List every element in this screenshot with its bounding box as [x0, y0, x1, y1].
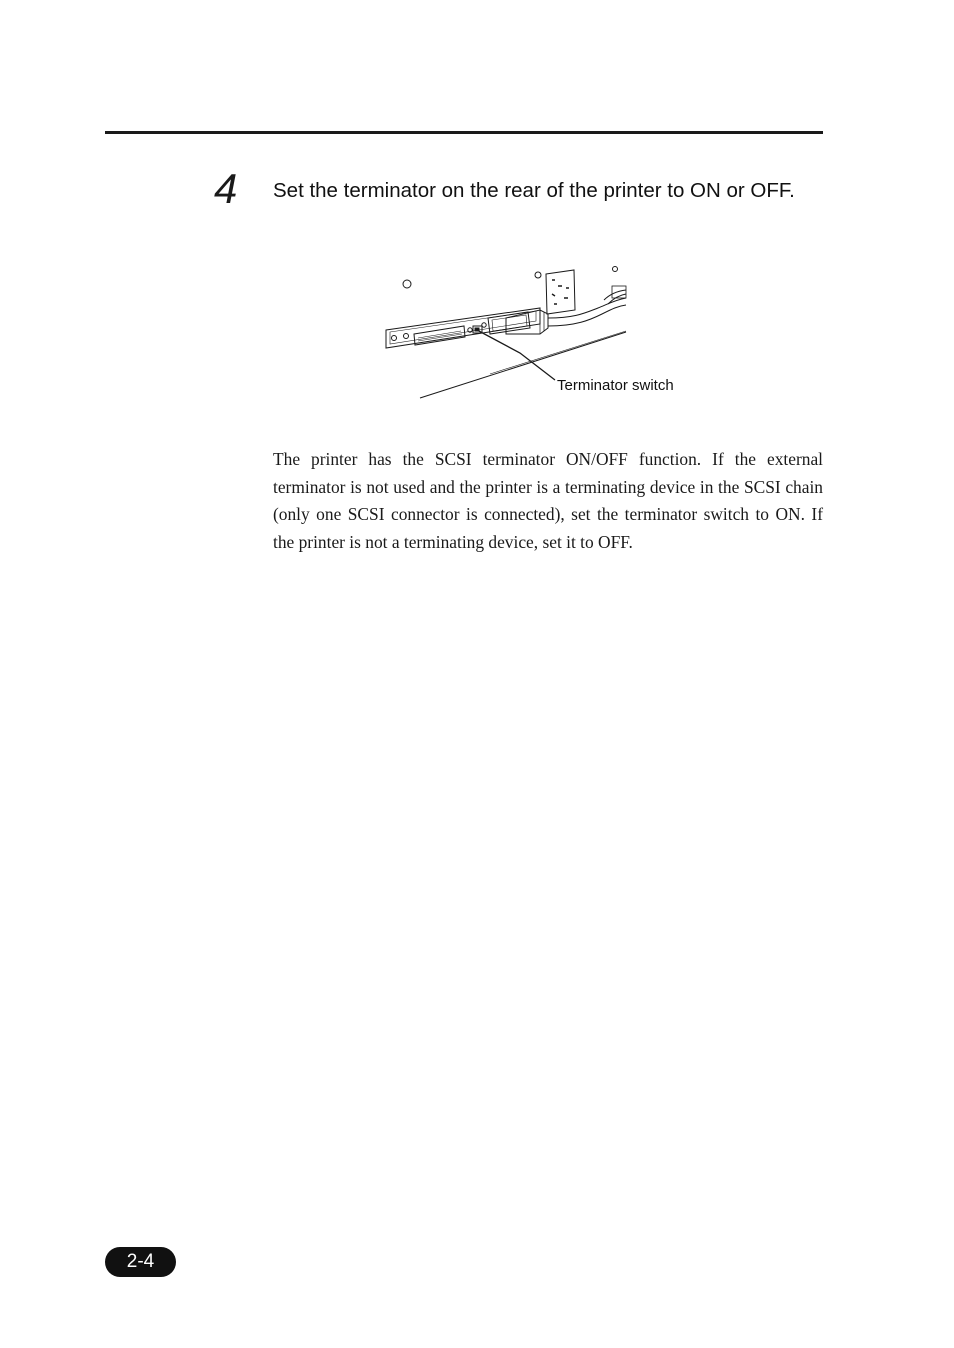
screw-hole: [403, 280, 411, 288]
header-rule: [105, 131, 823, 134]
step-heading: Set the terminator on the rear of the printer to ON or OFF.: [273, 179, 795, 202]
callout-terminator-switch: Terminator switch: [557, 377, 674, 394]
step-number: 4: [214, 165, 238, 212]
callout-leader: [477, 330, 555, 380]
panel-screw: [392, 336, 397, 341]
screw-hole: [613, 267, 618, 272]
page-number-badge: 2-4: [105, 1247, 176, 1277]
connector-screw: [482, 323, 486, 327]
panel-screw: [404, 334, 409, 339]
floor-line-secondary: [490, 331, 626, 374]
mounting-bracket: [546, 270, 575, 314]
body-paragraph: The printer has the SCSI terminator ON/OFF function. If the external terminator is not used and the printer is a terminating device in the SCSI chain (only one SCSI connector is connected), set the terminator switch to ON. If the printer is not a terminating device, set it to OFF.: [273, 449, 823, 552]
screw-hole: [535, 272, 541, 278]
printer-rear-illustration: [380, 258, 700, 408]
